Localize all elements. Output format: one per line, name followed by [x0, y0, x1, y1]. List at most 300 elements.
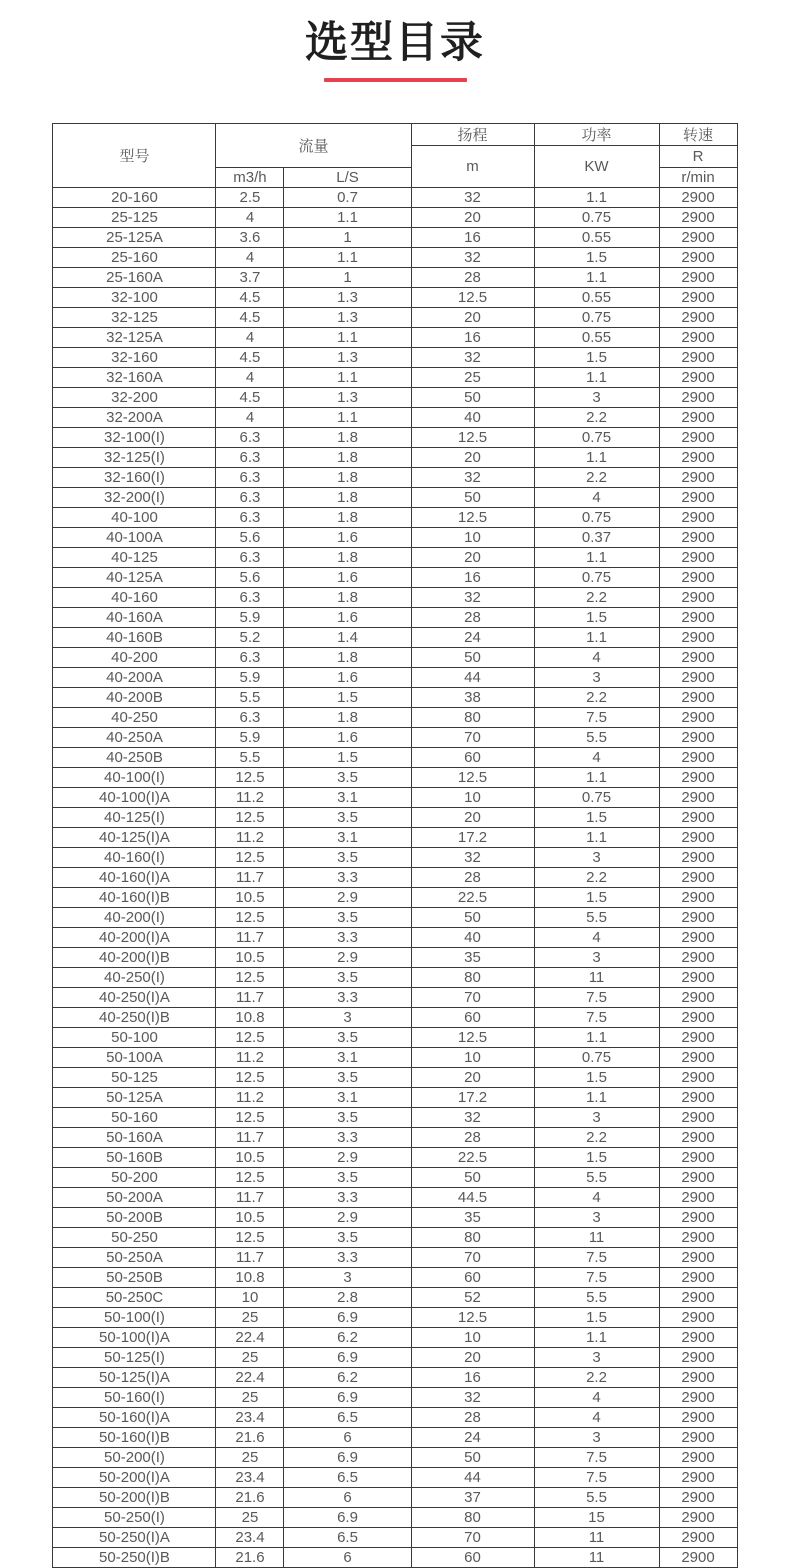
flow-ls-cell: 1.6	[284, 728, 411, 748]
table-row	[53, 1228, 737, 1248]
speed-cell: 2900	[659, 468, 737, 488]
speed-cell: 2900	[659, 1028, 737, 1048]
table-row	[53, 828, 737, 848]
speed-cell: 2900	[659, 1388, 737, 1408]
table-row	[53, 408, 737, 428]
model-cell: 40-160(I)B	[53, 888, 216, 908]
flow-m3h-cell: 5.2	[216, 628, 284, 648]
table-row	[53, 1188, 737, 1208]
flow-ls-cell: 3.5	[284, 768, 411, 788]
flow-ls-cell: 1.3	[284, 388, 411, 408]
table-row	[53, 348, 737, 368]
flow-ls-cell: 3.5	[284, 808, 411, 828]
power-kw-cell: 0.75	[534, 568, 659, 588]
table-row	[53, 1408, 737, 1428]
flow-m3h-cell: 12.5	[216, 1168, 284, 1188]
power-kw-cell: 15	[534, 1508, 659, 1528]
model-cell: 50-200(I)B	[53, 1488, 216, 1508]
model-cell: 32-200	[53, 388, 216, 408]
power-kw-cell: 11	[534, 968, 659, 988]
flow-ls-cell: 1	[284, 268, 411, 288]
head-m-cell: 28	[411, 1408, 534, 1428]
power-kw-cell: 4	[534, 748, 659, 768]
flow-ls-cell: 1.3	[284, 288, 411, 308]
power-kw-cell: 1.1	[534, 1028, 659, 1048]
flow-ls-cell: 1.8	[284, 588, 411, 608]
head-m-cell: 32	[411, 848, 534, 868]
speed-cell: 2900	[659, 388, 737, 408]
flow-m3h-cell: 12.5	[216, 1228, 284, 1248]
head-m-cell: 24	[411, 1428, 534, 1448]
head-m-cell: 50	[411, 1448, 534, 1468]
table-row	[53, 988, 737, 1008]
speed-cell: 2900	[659, 588, 737, 608]
flow-m3h-cell: 23.4	[216, 1408, 284, 1428]
head-m-cell: 20	[411, 1068, 534, 1088]
power-kw-cell: 1.5	[534, 1068, 659, 1088]
flow-m3h-cell: 10.5	[216, 888, 284, 908]
model-cell: 50-250B	[53, 1268, 216, 1288]
flow-ls-cell: 1.1	[284, 208, 411, 228]
head-m-cell: 28	[411, 268, 534, 288]
power-kw-cell: 3	[534, 848, 659, 868]
power-kw-cell: 3	[534, 388, 659, 408]
power-kw-cell: 5.5	[534, 1168, 659, 1188]
table-row	[53, 728, 737, 748]
speed-cell: 2900	[659, 428, 737, 448]
table-row	[53, 1028, 737, 1048]
flow-m3h-cell: 12.5	[216, 1028, 284, 1048]
speed-cell: 2900	[659, 1348, 737, 1368]
power-kw-cell: 0.75	[534, 788, 659, 808]
model-cell: 40-200A	[53, 668, 216, 688]
flow-ls-cell: 1.6	[284, 528, 411, 548]
model-cell: 40-250(I)B	[53, 1008, 216, 1028]
model-cell: 32-160	[53, 348, 216, 368]
speed-cell: 2900	[659, 788, 737, 808]
table-row	[53, 308, 737, 328]
head-m-cell: 60	[411, 748, 534, 768]
head-m-cell: 16	[411, 1368, 534, 1388]
table-row	[53, 628, 737, 648]
speed-cell: 2900	[659, 888, 737, 908]
flow-ls-cell: 1.1	[284, 328, 411, 348]
head-m-cell: 50	[411, 908, 534, 928]
power-kw-cell: 1.5	[534, 888, 659, 908]
speed-cell: 2900	[659, 268, 737, 288]
head-m-cell: 12.5	[411, 1308, 534, 1328]
flow-m3h-cell: 5.5	[216, 688, 284, 708]
flow-m3h-cell: 5.9	[216, 668, 284, 688]
power-kw-cell: 1.5	[534, 808, 659, 828]
flow-m3h-cell: 11.7	[216, 1128, 284, 1148]
flow-ls-cell: 3.1	[284, 1048, 411, 1068]
flow-ls-cell: 1.5	[284, 748, 411, 768]
flow-m3h-cell: 25	[216, 1308, 284, 1328]
flow-ls-cell: 6.2	[284, 1368, 411, 1388]
flow-ls-cell: 1.4	[284, 628, 411, 648]
table-row	[53, 228, 737, 248]
power-kw-cell: 0.75	[534, 308, 659, 328]
flow-ls-cell: 1.5	[284, 688, 411, 708]
speed-cell: 2900	[659, 648, 737, 668]
power-kw-cell: 4	[534, 648, 659, 668]
model-cell: 25-125A	[53, 228, 216, 248]
power-kw-cell: 1.1	[534, 368, 659, 388]
flow-ls-cell: 3.3	[284, 1248, 411, 1268]
speed-cell: 2900	[659, 1008, 737, 1028]
table-row	[53, 1328, 737, 1348]
power-kw-cell: 7.5	[534, 1468, 659, 1488]
model-cell: 50-250(I)B	[53, 1548, 216, 1568]
table-row	[53, 1008, 737, 1028]
table-row	[53, 668, 737, 688]
speed-cell: 2900	[659, 348, 737, 368]
head-m-cell: 50	[411, 648, 534, 668]
power-kw-cell: 4	[534, 1188, 659, 1208]
head-m-cell: 50	[411, 388, 534, 408]
power-kw-cell: 0.37	[534, 528, 659, 548]
head-m-cell: 32	[411, 188, 534, 208]
flow-ls-cell: 1.8	[284, 488, 411, 508]
flow-m3h-cell: 4	[216, 368, 284, 388]
model-cell: 32-125(I)	[53, 448, 216, 468]
speed-cell: 2900	[659, 568, 737, 588]
speed-cell: 2900	[659, 848, 737, 868]
flow-m3h-cell: 12.5	[216, 1068, 284, 1088]
speed-cell: 2900	[659, 328, 737, 348]
head-m-cell: 70	[411, 1528, 534, 1548]
table-row	[53, 1428, 737, 1448]
model-cell: 50-160	[53, 1108, 216, 1128]
model-cell: 20-160	[53, 188, 216, 208]
power-kw-cell: 0.55	[534, 328, 659, 348]
flow-m3h-cell: 5.6	[216, 528, 284, 548]
table-row	[53, 908, 737, 928]
flow-ls-cell: 1.8	[284, 708, 411, 728]
flow-ls-cell: 1.8	[284, 448, 411, 468]
flow-m3h-cell: 21.6	[216, 1548, 284, 1568]
power-kw-cell: 1.1	[534, 768, 659, 788]
model-cell: 50-160A	[53, 1128, 216, 1148]
power-kw-cell: 1.5	[534, 248, 659, 268]
model-cell: 32-200(I)	[53, 488, 216, 508]
flow-m3h-cell: 23.4	[216, 1528, 284, 1548]
table-row	[53, 648, 737, 668]
table-row	[53, 1128, 737, 1148]
table-row	[53, 708, 737, 728]
flow-ls-cell: 2.9	[284, 1148, 411, 1168]
flow-ls-cell: 1.6	[284, 608, 411, 628]
power-kw-cell: 1.5	[534, 1148, 659, 1168]
speed-cell: 2900	[659, 368, 737, 388]
head-m-cell: 50	[411, 488, 534, 508]
head-m-cell: 60	[411, 1268, 534, 1288]
flow-m3h-cell: 10.5	[216, 948, 284, 968]
model-cell: 32-160(I)	[53, 468, 216, 488]
flow-ls-cell: 3.5	[284, 1028, 411, 1048]
model-cell: 50-200(I)A	[53, 1468, 216, 1488]
model-cell: 50-100(I)A	[53, 1328, 216, 1348]
model-cell: 32-200A	[53, 408, 216, 428]
model-cell: 40-125	[53, 548, 216, 568]
speed-cell: 2900	[659, 1488, 737, 1508]
flow-m3h-cell: 6.3	[216, 428, 284, 448]
speed-cell: 2900	[659, 1408, 737, 1428]
flow-ls-cell: 3.1	[284, 828, 411, 848]
head-m-cell: 32	[411, 248, 534, 268]
flow-ls-cell: 3.3	[284, 988, 411, 1008]
head-m-cell: 20	[411, 208, 534, 228]
head-m-cell: 80	[411, 968, 534, 988]
model-cell: 32-125	[53, 308, 216, 328]
head-m-cell: 20	[411, 448, 534, 468]
header-flow-m3h: m3/h	[216, 168, 284, 188]
model-cell: 40-200(I)B	[53, 948, 216, 968]
table-row	[53, 328, 737, 348]
table-row	[53, 688, 737, 708]
flow-ls-cell: 1.8	[284, 468, 411, 488]
table-row	[53, 1508, 737, 1528]
model-cell: 50-125(I)	[53, 1348, 216, 1368]
flow-ls-cell: 1.1	[284, 408, 411, 428]
speed-cell: 2900	[659, 1468, 737, 1488]
model-cell: 50-200B	[53, 1208, 216, 1228]
speed-cell: 2900	[659, 1268, 737, 1288]
flow-ls-cell: 1.6	[284, 568, 411, 588]
flow-m3h-cell: 10.5	[216, 1148, 284, 1168]
flow-ls-cell: 2.9	[284, 1208, 411, 1228]
head-m-cell: 20	[411, 808, 534, 828]
table-row	[53, 368, 737, 388]
model-cell: 40-160(I)A	[53, 868, 216, 888]
flow-m3h-cell: 21.6	[216, 1428, 284, 1448]
model-cell: 25-125	[53, 208, 216, 228]
table-row	[53, 1248, 737, 1268]
speed-cell: 2900	[659, 1548, 737, 1568]
table-row	[53, 548, 737, 568]
head-m-cell: 24	[411, 628, 534, 648]
flow-ls-cell: 2.8	[284, 1288, 411, 1308]
speed-cell: 2900	[659, 628, 737, 648]
power-kw-cell: 0.75	[534, 428, 659, 448]
flow-m3h-cell: 6.3	[216, 708, 284, 728]
flow-m3h-cell: 12.5	[216, 768, 284, 788]
power-kw-cell: 2.2	[534, 1368, 659, 1388]
table-row	[53, 1288, 737, 1308]
power-kw-cell: 2.2	[534, 468, 659, 488]
model-cell: 40-200(I)	[53, 908, 216, 928]
power-kw-cell: 7.5	[534, 988, 659, 1008]
flow-ls-cell: 6.9	[284, 1388, 411, 1408]
table-row	[53, 388, 737, 408]
header-head-unit: m	[411, 146, 534, 188]
flow-m3h-cell: 3.6	[216, 228, 284, 248]
table-row	[53, 888, 737, 908]
flow-ls-cell: 6	[284, 1548, 411, 1568]
flow-m3h-cell: 10	[216, 1288, 284, 1308]
power-kw-cell: 1.1	[534, 548, 659, 568]
speed-cell: 2900	[659, 228, 737, 248]
table-row	[53, 588, 737, 608]
page-title: 选型目录	[305, 19, 485, 67]
flow-ls-cell: 2.9	[284, 948, 411, 968]
flow-m3h-cell: 12.5	[216, 1108, 284, 1128]
speed-cell: 2900	[659, 1188, 737, 1208]
model-cell: 32-125A	[53, 328, 216, 348]
table-row	[53, 268, 737, 288]
model-cell: 50-250C	[53, 1288, 216, 1308]
table-row	[53, 1088, 737, 1108]
power-kw-cell: 3	[534, 668, 659, 688]
flow-m3h-cell: 5.5	[216, 748, 284, 768]
table-row	[53, 768, 737, 788]
model-cell: 50-160B	[53, 1148, 216, 1168]
model-cell: 40-125A	[53, 568, 216, 588]
table-row	[53, 868, 737, 888]
power-kw-cell: 11	[534, 1228, 659, 1248]
model-cell: 40-100(I)A	[53, 788, 216, 808]
power-kw-cell: 1.1	[534, 1328, 659, 1348]
speed-cell: 2900	[659, 1328, 737, 1348]
head-m-cell: 80	[411, 708, 534, 728]
flow-m3h-cell: 11.7	[216, 868, 284, 888]
flow-ls-cell: 3.5	[284, 1168, 411, 1188]
model-cell: 50-200(I)	[53, 1448, 216, 1468]
flow-m3h-cell: 22.4	[216, 1368, 284, 1388]
head-m-cell: 44	[411, 1468, 534, 1488]
flow-ls-cell: 3.5	[284, 1068, 411, 1088]
power-kw-cell: 4	[534, 1408, 659, 1428]
table-row	[53, 848, 737, 868]
power-kw-cell: 2.2	[534, 408, 659, 428]
speed-cell: 2900	[659, 288, 737, 308]
speed-cell: 2900	[659, 188, 737, 208]
flow-m3h-cell: 6.3	[216, 488, 284, 508]
speed-cell: 2900	[659, 868, 737, 888]
head-m-cell: 20	[411, 1348, 534, 1368]
head-m-cell: 12.5	[411, 288, 534, 308]
flow-m3h-cell: 6.3	[216, 548, 284, 568]
head-m-cell: 35	[411, 948, 534, 968]
flow-m3h-cell: 12.5	[216, 808, 284, 828]
speed-cell: 2900	[659, 1308, 737, 1328]
model-cell: 25-160A	[53, 268, 216, 288]
table-row	[53, 488, 737, 508]
header-power: 功率	[534, 124, 659, 146]
speed-cell: 2900	[659, 988, 737, 1008]
speed-cell: 2900	[659, 1448, 737, 1468]
model-cell: 40-160	[53, 588, 216, 608]
speed-cell: 2900	[659, 948, 737, 968]
model-cell: 50-160(I)B	[53, 1428, 216, 1448]
speed-cell: 2900	[659, 1148, 737, 1168]
head-m-cell: 12.5	[411, 1028, 534, 1048]
speed-cell: 2900	[659, 968, 737, 988]
power-kw-cell: 5.5	[534, 728, 659, 748]
flow-m3h-cell: 3.7	[216, 268, 284, 288]
power-kw-cell: 7.5	[534, 1008, 659, 1028]
selection-catalog-table	[52, 123, 737, 1568]
flow-ls-cell: 3	[284, 1268, 411, 1288]
flow-m3h-cell: 4	[216, 248, 284, 268]
header-power-unit: KW	[534, 146, 659, 188]
head-m-cell: 28	[411, 1128, 534, 1148]
flow-m3h-cell: 11.2	[216, 788, 284, 808]
flow-ls-cell: 1.1	[284, 368, 411, 388]
flow-m3h-cell: 23.4	[216, 1468, 284, 1488]
flow-m3h-cell: 4	[216, 208, 284, 228]
flow-m3h-cell: 25	[216, 1348, 284, 1368]
flow-ls-cell: 6.9	[284, 1448, 411, 1468]
power-kw-cell: 3	[534, 1108, 659, 1128]
table-row	[53, 1528, 737, 1548]
power-kw-cell: 3	[534, 1208, 659, 1228]
speed-cell: 2900	[659, 668, 737, 688]
power-kw-cell: 11	[534, 1548, 659, 1568]
model-cell: 32-100(I)	[53, 428, 216, 448]
speed-cell: 2900	[659, 1128, 737, 1148]
speed-cell: 2900	[659, 808, 737, 828]
head-m-cell: 22.5	[411, 888, 534, 908]
table-header	[53, 124, 737, 188]
table-row	[53, 568, 737, 588]
head-m-cell: 28	[411, 868, 534, 888]
speed-cell: 2900	[659, 308, 737, 328]
flow-m3h-cell: 6.3	[216, 508, 284, 528]
power-kw-cell: 2.2	[534, 688, 659, 708]
table-row	[53, 968, 737, 988]
table-row	[53, 288, 737, 308]
power-kw-cell: 7.5	[534, 1268, 659, 1288]
head-m-cell: 35	[411, 1208, 534, 1228]
speed-cell: 2900	[659, 928, 737, 948]
speed-cell: 2900	[659, 768, 737, 788]
model-cell: 50-100A	[53, 1048, 216, 1068]
power-kw-cell: 1.1	[534, 448, 659, 468]
head-m-cell: 12.5	[411, 428, 534, 448]
model-cell: 40-100(I)	[53, 768, 216, 788]
speed-cell: 2900	[659, 1048, 737, 1068]
flow-m3h-cell: 25	[216, 1388, 284, 1408]
power-kw-cell: 0.55	[534, 288, 659, 308]
model-cell: 50-200	[53, 1168, 216, 1188]
flow-ls-cell: 1.6	[284, 668, 411, 688]
power-kw-cell: 3	[534, 1348, 659, 1368]
power-kw-cell: 1.1	[534, 628, 659, 648]
model-cell: 40-200	[53, 648, 216, 668]
model-cell: 40-250(I)A	[53, 988, 216, 1008]
model-cell: 32-160A	[53, 368, 216, 388]
table-row	[53, 528, 737, 548]
flow-m3h-cell: 21.6	[216, 1488, 284, 1508]
speed-cell: 2900	[659, 528, 737, 548]
table-row	[53, 1268, 737, 1288]
model-cell: 50-160(I)	[53, 1388, 216, 1408]
model-cell: 40-250A	[53, 728, 216, 748]
head-m-cell: 22.5	[411, 1148, 534, 1168]
table-row	[53, 1368, 737, 1388]
flow-m3h-cell: 6.3	[216, 468, 284, 488]
flow-m3h-cell: 22.4	[216, 1328, 284, 1348]
flow-m3h-cell: 10.8	[216, 1008, 284, 1028]
model-cell: 50-125(I)A	[53, 1368, 216, 1388]
head-m-cell: 80	[411, 1508, 534, 1528]
header-head: 扬程	[411, 124, 534, 146]
table-row	[53, 428, 737, 448]
speed-cell: 2900	[659, 1108, 737, 1128]
power-kw-cell: 0.75	[534, 1048, 659, 1068]
